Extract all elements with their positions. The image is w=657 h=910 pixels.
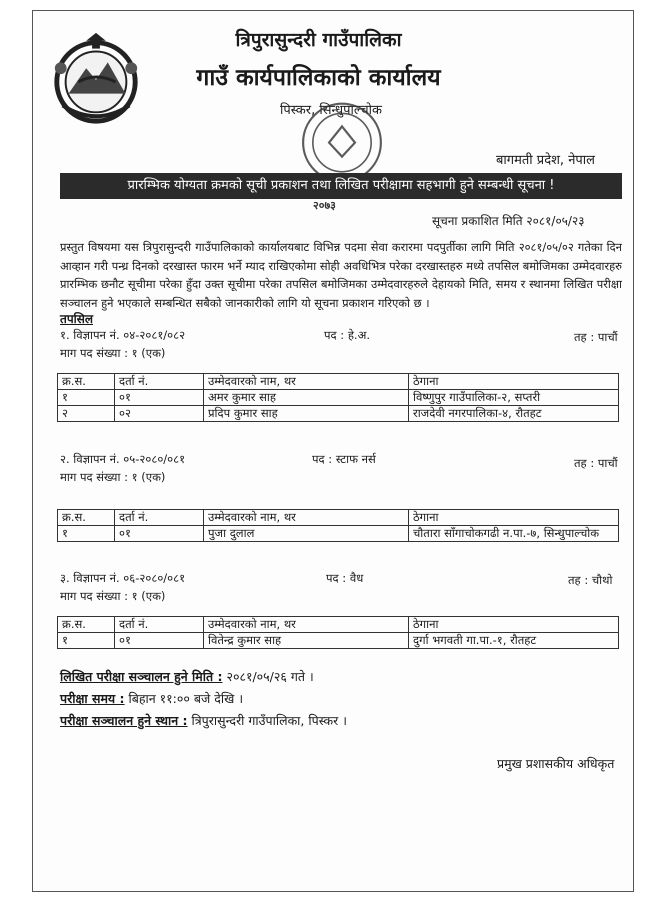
table-cell: राजदेवी नगरपालिका-४, रौतहट xyxy=(409,406,619,422)
table-row xyxy=(58,633,619,649)
post-level: तह : पाचौं xyxy=(574,330,618,344)
header-cell: उम्मेदवारको नाम, थर xyxy=(204,510,409,526)
exam-place-value: त्रिपुरासुन्दरी गाउँपालिका, पिस्कर । xyxy=(191,713,347,728)
demand-count: माग पद संख्या : १ (एक) xyxy=(60,346,166,360)
post-name: पद : वैध xyxy=(326,571,364,585)
published-date: सूचना प्रकाशित मिति २०८१/०५/२३ xyxy=(432,214,585,228)
header-cell: क्र.स. xyxy=(58,374,115,390)
exam-date-line xyxy=(60,668,314,685)
stamp-number: २०७३ xyxy=(313,199,336,212)
post-name: पद : हे.अ. xyxy=(324,328,371,342)
post-level: तह : चौथो xyxy=(568,573,613,587)
table-cell: ०२ xyxy=(115,406,204,422)
exam-date-value: २०८१/०५/२६ गते । xyxy=(226,669,314,684)
post-name: पद : स्टाफ नर्स xyxy=(312,452,376,466)
municipality-name: त्रिपुरासुन्दरी गाउँपालिका xyxy=(235,29,402,51)
table-cell: अमर कुमार साह xyxy=(204,390,409,406)
advert-number: १. विज्ञापन नं. ०४-२०८१/०८२ xyxy=(60,328,186,342)
advert-number: ३. विज्ञापन नं. ०६-२०८०/०८१ xyxy=(60,571,186,585)
table-cell: २ xyxy=(58,406,115,422)
signatory-title: प्रमुख प्रशासकीय अधिकृत xyxy=(497,756,615,771)
candidate-table-1 xyxy=(57,373,619,422)
demand-count: माग पद संख्या : १ (एक) xyxy=(60,470,166,484)
advert-number: २. विज्ञापन नं. ०५-२०८०/०८१ xyxy=(60,452,186,466)
header-cell: ठेगाना xyxy=(409,617,619,633)
table-cell: १ xyxy=(58,390,115,406)
table-row xyxy=(58,526,619,542)
table-row xyxy=(58,390,619,406)
office-address: पिस्कर, सिन्धुपाल्चोक xyxy=(280,103,382,118)
header-cell: क्र.स. xyxy=(58,510,115,526)
table-cell: १ xyxy=(58,526,115,542)
notice-title: प्रारम्भिक योग्यता क्रमको सूची प्रकाशन तथा लिखित परीक्षामा सहभागी हुने सम्बन्धी सूचना ! xyxy=(60,173,622,199)
header-cell: क्र.स. xyxy=(58,617,115,633)
table-cell: दुर्गा भगवती गा.पा.-१, रौतहट xyxy=(409,633,619,649)
exam-date-label: लिखित परीक्षा सञ्चालन हुने मिति : xyxy=(60,669,223,684)
table-cell: पुजा दुलाल xyxy=(204,526,409,542)
exam-time-value: बिहान ११:०० बजे देखि । xyxy=(128,691,244,706)
table-row xyxy=(58,406,619,422)
header-cell: ठेगाना xyxy=(409,374,619,390)
header-cell: दर्ता नं. xyxy=(115,374,204,390)
exam-place-label: परीक्षा सञ्चालन हुने स्थान : xyxy=(60,713,188,728)
table-cell: विष्णुपुर गाउँपालिका-२, सप्तरी xyxy=(409,390,619,406)
table-cell: १ xyxy=(58,633,115,649)
candidate-table-2 xyxy=(57,509,619,542)
tapsil-heading: तपसिल xyxy=(60,312,94,326)
table-cell: ०१ xyxy=(115,526,204,542)
candidate-table-3 xyxy=(57,616,619,649)
table-cell: ०१ xyxy=(115,390,204,406)
header-cell: दर्ता नं. xyxy=(115,510,204,526)
table-cell: वितेन्द्र कुमार साह xyxy=(204,633,409,649)
header-cell: ठेगाना xyxy=(409,510,619,526)
exam-time-label: परीक्षा समय : xyxy=(60,691,125,706)
province-name: बागमती प्रदेश, नेपाल xyxy=(496,153,595,168)
table-header-row xyxy=(58,617,619,633)
header-cell: उम्मेदवारको नाम, थर xyxy=(204,617,409,633)
exam-time-line xyxy=(60,690,243,707)
demand-count: माग पद संख्या : १ (एक) xyxy=(60,589,166,603)
table-cell: प्रदिप कुमार साह xyxy=(204,406,409,422)
office-name: गाउँ कार्यपालिकाको कार्यालय xyxy=(196,65,441,91)
exam-place-line xyxy=(60,712,347,729)
notice-body: प्रस्तुत विषयमा यस त्रिपुरासुन्दरी गाउँपालिकाको कार्यालयबाट विभिन्न पदमा सेवा करारमा पदपुर्तीका लागि मिति २०८१/०५/०२ गतेका दिन आव्हान गरी पन्ध्र दिनको दरखास्त फारम भर्ने म्याद राखिएकोमा सोही अवधिभित्र परेका दरखास्तहरु मध्ये तपसिल बमोजिमका उम्मेदवारहरु प्रारम्भिक छनौट सूचीमा परेका हुँदा उक्त सूचीमा परेका तपसिल बमोजिमका उम्मेदवारहरुले देहायको मिति, समय र स्थानमा लिखित परीक्षा सञ्चालन हुने भएकाले सम्बन्धित सबैको जानकारीको लागि यो सूचना प्रकाशन गरिएको छ । xyxy=(60,240,622,310)
header-cell: उम्मेदवारको नाम, थर xyxy=(204,374,409,390)
table-cell: चौतारा साँगाचोकगढी न.पा.-७, सिन्धुपाल्चोक xyxy=(409,526,619,542)
table-header-row xyxy=(58,374,619,390)
table-header-row xyxy=(58,510,619,526)
post-level: तह : पाचौं xyxy=(574,456,618,470)
table-cell: ०१ xyxy=(115,633,204,649)
header-cell: दर्ता नं. xyxy=(115,617,204,633)
